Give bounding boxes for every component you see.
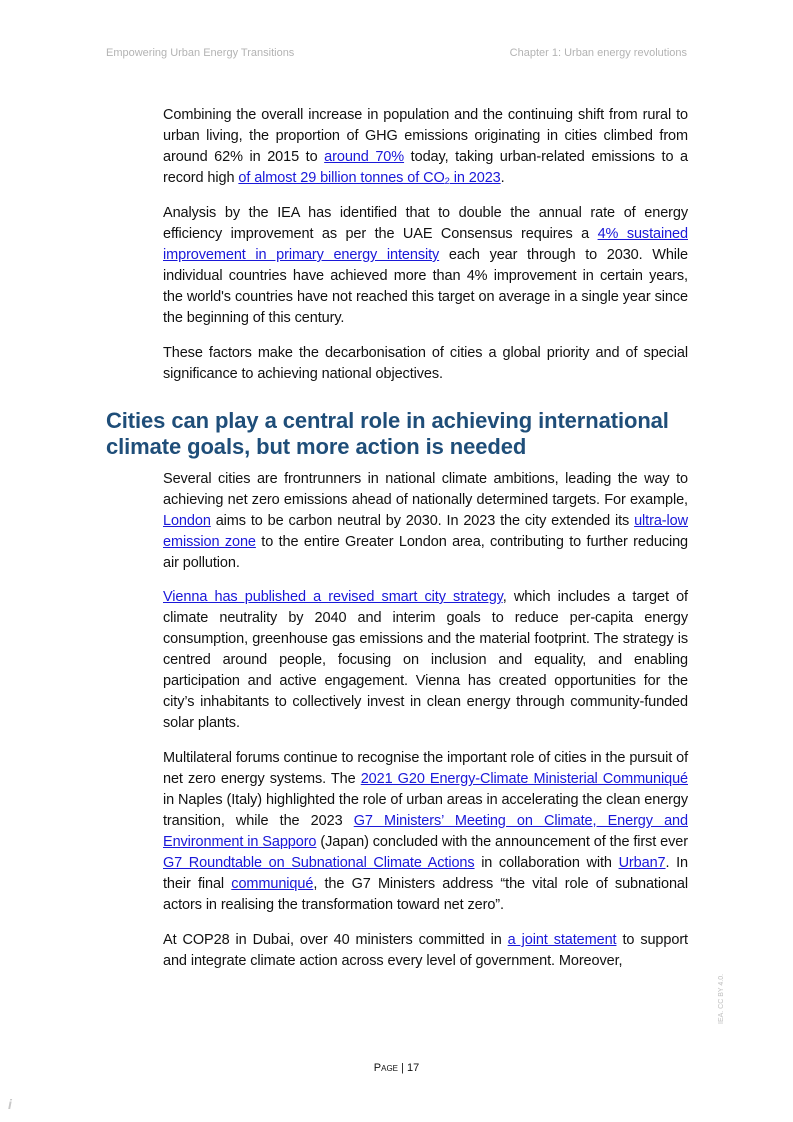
link-joint-statement[interactable]: a joint statement [507, 932, 617, 948]
link-g7-sapporo-meeting[interactable]: G7 Ministers’ Meeting on Climate, Energy and Environment in Sapporo [163, 813, 688, 850]
text: in Naples (Italy) highlighted the role of urban areas in accelerating the clean energy transition, while the 2023 [163, 792, 688, 829]
link-text: of almost 29 billion tonnes of CO [238, 170, 445, 186]
page-separator: | [398, 1062, 407, 1074]
paragraph-vienna [163, 587, 688, 734]
paragraph-multilateral-forums [163, 748, 688, 916]
watermark-logo-glyph: i [8, 1096, 13, 1112]
link-ultra-low-emission-zone[interactable]: ultra-low emission zone [163, 513, 688, 550]
text: Combining the overall increase in population and the continuing shift from rural to urban living, the proportion of GHG emissions originating in cities climbed from around 62% in 2015 to [163, 107, 688, 165]
paragraph-frontrunner-cities [163, 469, 688, 574]
page-footer [0, 1062, 793, 1074]
text: aims to be carbon neutral by 2030. In 2023 the city extended its [210, 513, 635, 529]
link-29-billion-tonnes[interactable] [238, 170, 500, 186]
subscript-2: 2 [444, 176, 450, 187]
watermark-logo [8, 1096, 13, 1112]
text: . [500, 170, 505, 186]
page-label: Page [373, 1062, 398, 1074]
paragraph-global-priority [163, 343, 688, 385]
text: (Japan) concluded with the announcement of the first ever [316, 834, 688, 850]
text: to the entire Greater London area, contributing to further reducing air pollution. [163, 534, 689, 571]
running-header-right: Chapter 1: Urban energy revolutions [509, 47, 687, 59]
text: Multilateral forums continue to recognise the important role of cities in the pursuit of net zero energy systems. The [163, 750, 688, 787]
paragraph-cop28 [163, 930, 688, 972]
text: Several cities are frontrunners in national climate ambitions, leading the way to achieving net zero emissions ahead of nationally determined targets. For example, [163, 471, 688, 508]
link-london[interactable]: London [163, 513, 211, 529]
text: , which includes a target of climate neutrality by 2040 and interim goals to reduce per-capita energy consumption, greenhouse gas emissions and the material footprint. The strategy is centred around people, focusing on inclusion and equality, and enabling participation and active engagement. Vienna has created opportunities for the city’s inhabitants to collectively invest in clean energy through community-funded solar plants. [163, 589, 688, 731]
text: today, taking urban-related emissions to a record high [163, 149, 689, 186]
running-header-left: Empowering Urban Energy Transitions [106, 47, 295, 59]
link-around-70-percent[interactable]: around 70% [324, 149, 405, 165]
text: Analysis by the IEA has identified that to double the annual rate of energy efficiency improvement as per the UAE Consensus requires a [163, 205, 688, 242]
text: At COP28 in Dubai, over 40 ministers committed in [163, 932, 508, 948]
text: to support and integrate climate action across every level of government. Moreover, [163, 932, 688, 969]
paragraph-urban-emissions [163, 105, 688, 189]
page-number: 17 [406, 1062, 420, 1074]
text: in collaboration with [474, 855, 619, 871]
license-notice: IEA. CC BY 4.0. [718, 973, 725, 1024]
link-urban7[interactable]: Urban7 [618, 855, 666, 871]
link-vienna-smart-city-strategy[interactable]: Vienna has published a revised smart city strategy [163, 589, 503, 605]
section-heading: Cities can play a central role in achieving international climate goals, but more action is needed [106, 408, 669, 459]
text: , the G7 Ministers address “the vital role of subnational actors in realising the transformation toward net zero”. [163, 876, 688, 913]
link-text: in 2023 [449, 170, 501, 186]
link-communique[interactable]: communiqué [231, 876, 314, 892]
paragraph-iea-analysis [163, 203, 688, 329]
text: each year through to 2030. While individual countries have achieved more than 4% improvement in certain years, the world's countries have not reached this target on average in a single year since the beginning of this century. [163, 247, 688, 326]
link-g7-roundtable[interactable]: G7 Roundtable on Subnational Climate Actions [163, 855, 475, 871]
link-g20-communique[interactable]: 2021 G20 Energy-Climate Ministerial Communiqué [360, 771, 688, 787]
text: . In their final [163, 855, 689, 892]
text: These factors make the decarbonisation of cities a global priority and of special significance to achieving national objectives. [163, 345, 688, 382]
link-4-percent-improvement[interactable]: 4% sustained improvement in primary energy intensity [163, 226, 688, 263]
